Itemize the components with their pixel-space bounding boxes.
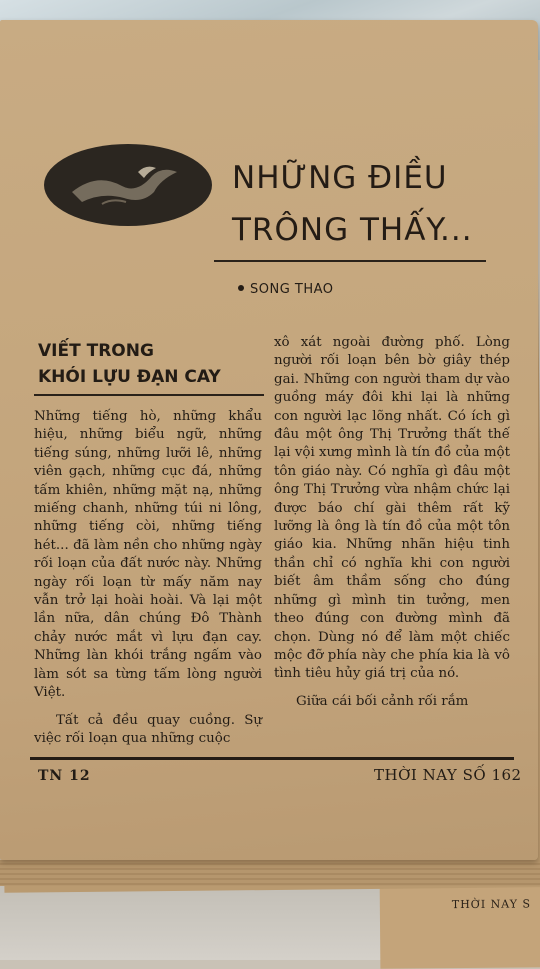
section-heading-line-2: KHÓI LỰU ĐẠN CAY (38, 367, 221, 387)
bullet-icon (238, 285, 244, 291)
underlying-magazine-page (380, 877, 540, 968)
ink-blot-illustration (42, 142, 214, 228)
right-paragraph-2: Giữa cái bối cảnh rối rắm (296, 693, 469, 709)
right-paragraph-1: xô xát ngoài đường phố. Lòng người rối loạn bên bờ giây thép gai. Những con người tham dự vào guồng máy đôi khi lại là những con người lạc lõng nhất. Có ích gì đâu một ông Thị Trưởng thất thế lại vội xưng mình là tín đồ của một tôn giáo này. Có nghĩa gì đâu một ông Thị Trưởng vừa nhậm chức lại được báo chí gài thêm rất kỹ lưỡng là ông là tín đồ của một tôn giáo kia. Những nhãn hiệu tinh thần chỉ có nghĩa khi con người biết âm thầm sống cho đúng những gì mình tin tưởng, men theo đúng con đường mình đã chọn. Dùng nó để làm một chiếc mộc đỡ phía này che phía kia là vô tình tiêu hủy giá trị của nó. (274, 335, 510, 682)
title-line-1: NHỮNG ĐIỀU (232, 160, 448, 196)
right-column (274, 334, 510, 711)
left-paragraph-2: Tất cả đều quay cuồng. Sự việc rối loạn qua những cuộc (34, 712, 262, 746)
left-column (34, 408, 262, 748)
left-paragraph-1: Những tiếng hò, những khẩu hiệu, những biểu ngữ, những tiếng súng, những lưỡi lê, những viên gạch, những cục đá, những tấm khiên, những mặt nạ, những miếng chanh, những túi ni lông, những tiếng còi, những tiếng hét... đã làm nền cho những ngày rối loạn của đất nước này. Những ngày rối loạn từ mấy năm nay vẫn trở lại hoài hoài. Và lại một lần nữa, dân chúng Đô Thành chảy nước mắt vì lựu đạn cay. Những làn khói trắng ngấm vào làm sót sa từng tấm lòng người Việt. (34, 409, 262, 701)
section-heading (38, 338, 248, 390)
section-heading-line-1: VIẾT TRONG (38, 341, 154, 361)
magazine-page (0, 20, 538, 860)
page-stack-edges (0, 860, 540, 886)
title-rule (214, 260, 486, 262)
author-name: SONG THAO (250, 282, 334, 297)
title-line-2: TRÔNG THẤY... (232, 212, 473, 248)
byline (238, 282, 334, 297)
page-folio-left: TN 12 (38, 768, 91, 784)
underlying-page-caption: THỜI NAY S (451, 897, 532, 912)
footer-rule (30, 757, 514, 760)
article-title (232, 152, 532, 256)
page-folio-right: THỜI NAY SỐ 162 (374, 766, 522, 784)
section-rule (34, 394, 264, 396)
